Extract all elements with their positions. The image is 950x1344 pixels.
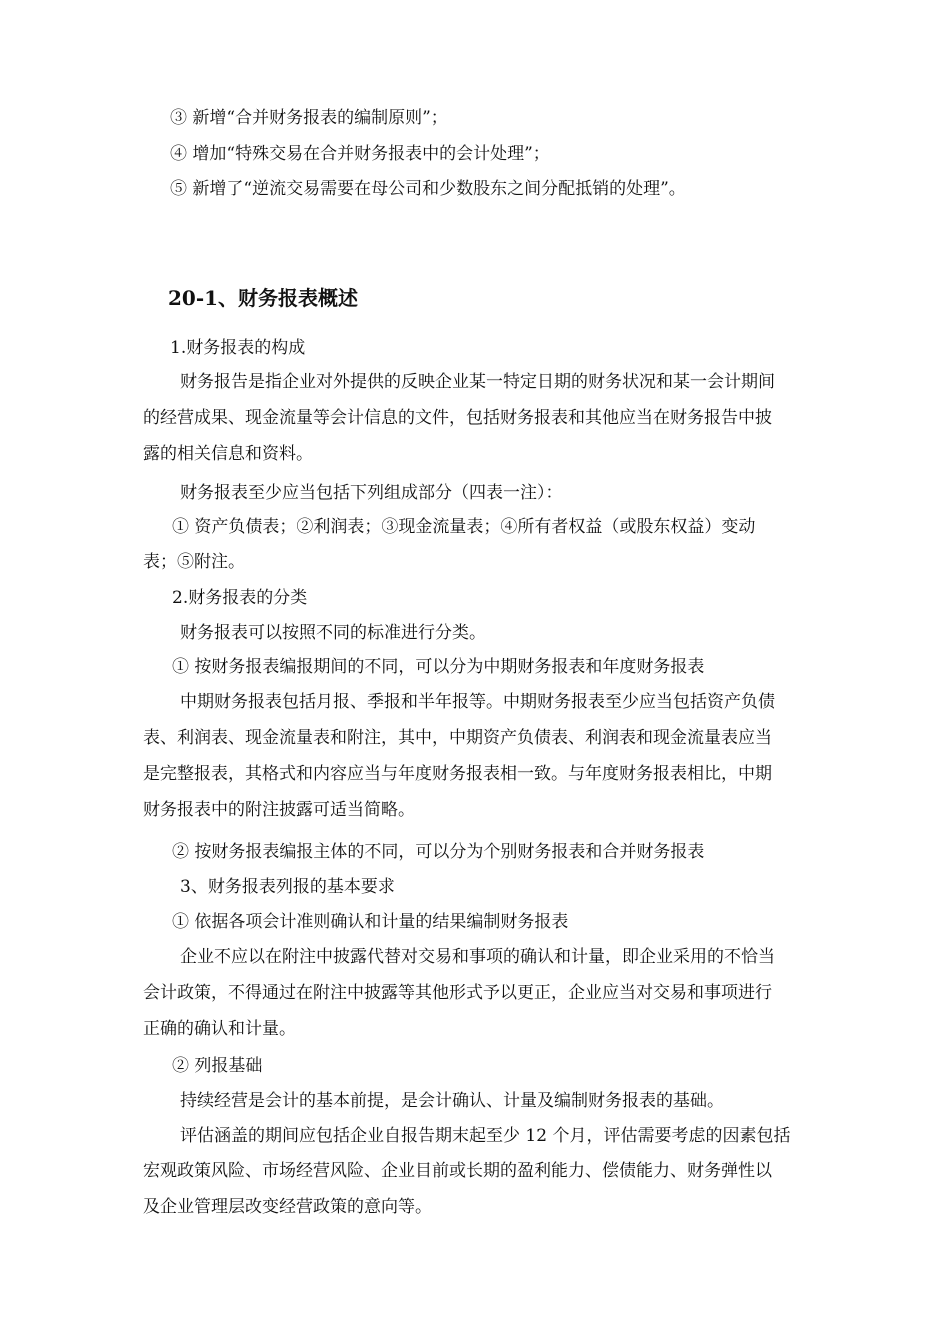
paragraph-line: 财务报告是指企业对外提供的反映企业某一特定日期的财务状况和某一会计期间: [180, 372, 775, 392]
paragraph-line: 持续经营是会计的基本前提，是会计确认、计量及编制财务报表的基础。: [180, 1091, 724, 1111]
paragraph-line: 露的相关信息和资料。: [143, 444, 313, 464]
paragraph-line: ① 按财务报表编报期间的不同，可以分为中期财务报表和年度财务报表: [172, 657, 705, 677]
paragraph-line: 2.财务报表的分类: [172, 588, 308, 608]
paragraph-line: 财务报表中的附注披露可适当简略。: [143, 800, 415, 820]
paragraph-line: 表；⑤附注。: [143, 552, 245, 572]
paragraph-line: 评估涵盖的期间应包括企业自报告期末起至少 12 个月，评估需要考虑的因素包括: [180, 1126, 791, 1146]
paragraph-line: 的经营成果、现金流量等会计信息的文件，包括财务报表和其他应当在财务报告中披: [143, 408, 772, 428]
paragraph-line: 及企业管理层改变经营政策的意向等。: [143, 1197, 432, 1217]
paragraph-line: 表、利润表、现金流量表和附注，其中，中期资产负债表、利润表和现金流量表应当: [143, 728, 772, 748]
intro-item-4: ④ 增加“特殊交易在合并财务报表中的会计处理”；: [170, 144, 550, 164]
paragraph-line: 1.财务报表的构成: [170, 338, 306, 358]
paragraph-line: 是完整报表，其格式和内容应当与年度财务报表相一致。与年度财务报表相比，中期: [143, 764, 772, 784]
paragraph-line: 宏观政策风险、市场经营风险、企业目前或长期的盈利能力、偿债能力、财务弹性以: [143, 1161, 772, 1181]
paragraph-line: 财务报表至少应当包括下列组成部分（四表一注）：: [180, 483, 563, 503]
paragraph-line: ② 按财务报表编报主体的不同，可以分为个别财务报表和合并财务报表: [172, 842, 705, 862]
paragraph-line: ① 依据各项会计准则确认和计量的结果编制财务报表: [172, 912, 569, 932]
section-title: 20-1、财务报表概述: [168, 286, 359, 310]
paragraph-line: 正确的确认和计量。: [143, 1019, 296, 1039]
paragraph-line: 3、财务报表列报的基本要求: [180, 877, 395, 897]
paragraph-line: 财务报表可以按照不同的标准进行分类。: [180, 623, 486, 643]
paragraph-line: ② 列报基础: [172, 1056, 263, 1076]
intro-item-5: ⑤ 新增了“逆流交易需要在母公司和少数股东之间分配抵销的处理”。: [170, 179, 686, 199]
intro-item-3: ③ 新增“合并财务报表的编制原则”；: [170, 108, 448, 128]
paragraph-line: ① 资产负债表；②利润表；③现金流量表；④所有者权益（或股东权益）变动: [172, 517, 756, 537]
paragraph-line: 会计政策，不得通过在附注中披露等其他形式予以更正，企业应当对交易和事项进行: [143, 983, 772, 1003]
paragraph-line: 企业不应以在附注中披露代替对交易和事项的确认和计量，即企业采用的不恰当: [180, 947, 775, 967]
paragraph-line: 中期财务报表包括月报、季报和半年报等。中期财务报表至少应当包括资产负债: [180, 692, 775, 712]
